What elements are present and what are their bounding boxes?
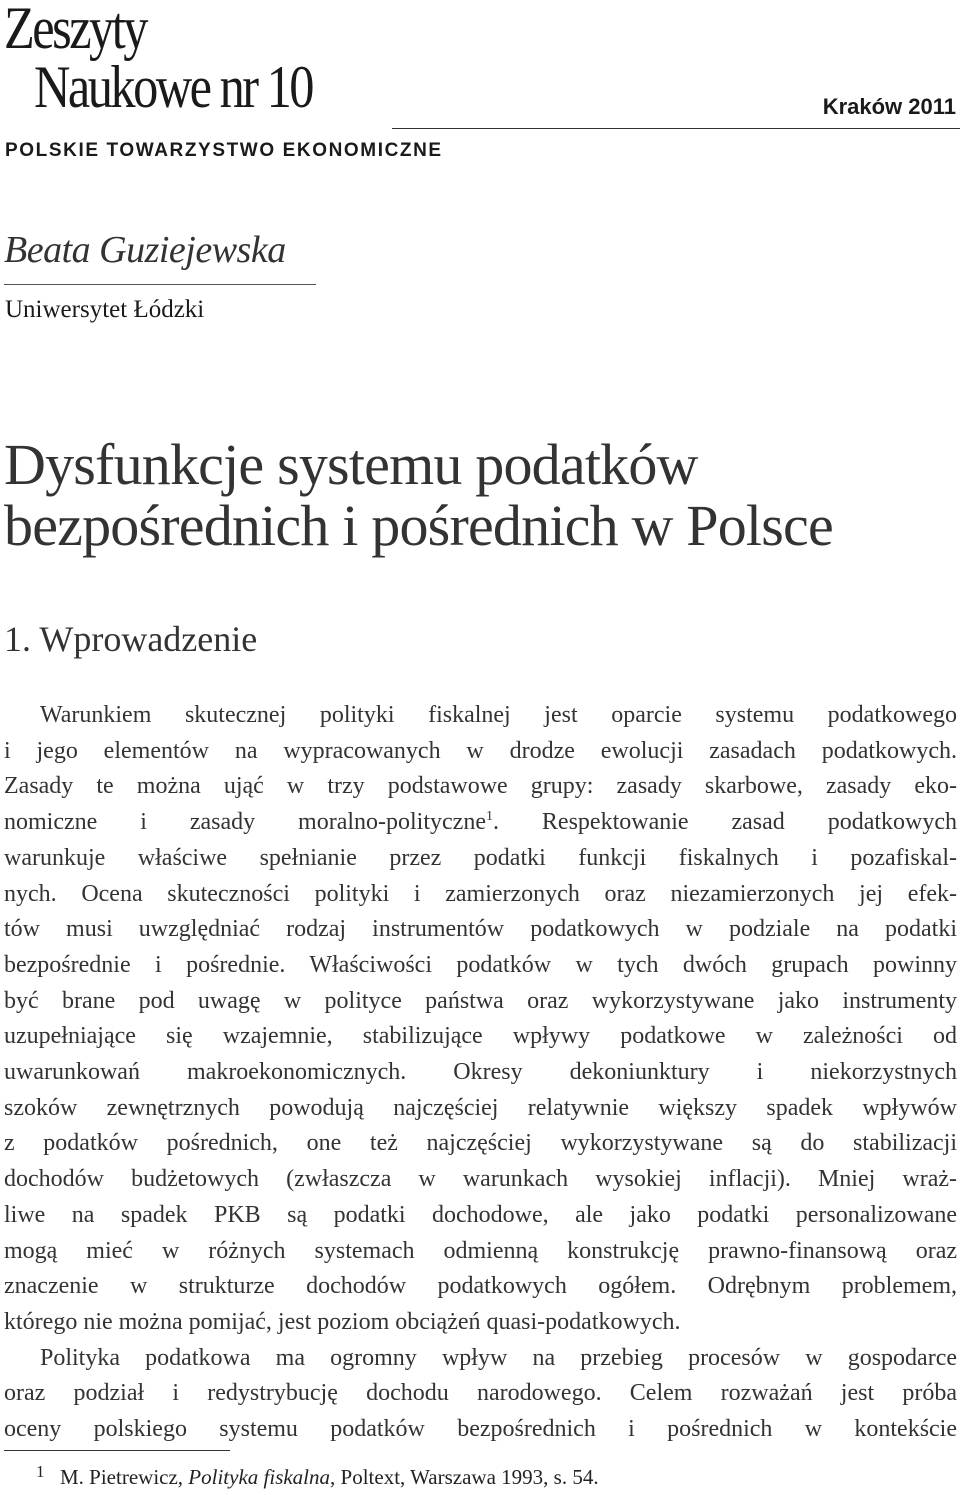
body-line-part: . Respektowanie zasad podatkowych <box>492 809 957 836</box>
body-line: nych. Ocena skuteczności polityki i zamierzonych oraz niezamierzonych jej efek- <box>4 880 957 907</box>
article-title-line1: Dysfunkcje systemu podatków <box>4 432 698 497</box>
author-rule <box>4 284 316 285</box>
body-line: tów musi uwzględniać rodzaj instrumentów podatkowych w podziale na podatki <box>4 916 957 943</box>
journal-title-line2: Naukowe nr 10 <box>34 54 312 120</box>
footnote-ref: 1 <box>485 809 493 825</box>
publisher: POLSKIE TOWARZYSTWO EKONOMICZNE <box>5 140 443 161</box>
body-line: warunkuje właściwe spełnianie przez podatki funkcji fiskalnych i pozafiskal- <box>4 844 957 871</box>
body-line: znaczenie w strukturze dochodów podatkowych ogółem. Odrębnym problemem, <box>4 1273 957 1300</box>
body-line: Warunkiem skutecznej polityki fiskalnej jest oparcie systemu podatkowego <box>40 702 957 728</box>
city-year: Kraków 2011 <box>822 94 956 119</box>
footnote-number: 1 <box>36 1462 45 1481</box>
footnote-text <box>60 1465 599 1489</box>
body-line: być brane pod uwagę w polityce państwa oraz wykorzystywane jako instrumenty <box>4 987 957 1014</box>
section-heading: 1. Wprowadzenie <box>4 619 258 659</box>
header-rule <box>392 128 960 129</box>
author-name: Beata Guziejewska <box>4 229 286 271</box>
body-line: liwe na spadek PKB są podatki dochodowe, ale jako podatki personalizowane <box>4 1201 957 1228</box>
body-line <box>4 805 957 841</box>
body-line: dochodów budżetowych (zwłaszcza w warunkach wysokiej inflacji). Mniej wraż- <box>4 1166 957 1193</box>
body-line: Zasady te można ująć w trzy podstawowe grupy: zasady skarbowe, zasady eko- <box>4 773 957 800</box>
body-line-part: nomiczne i zasady moralno-polityczne <box>4 809 486 836</box>
body-line: uzupełniające się wzajemnie, stabilizujące wpływy podatkowe w zależności od <box>4 1023 957 1050</box>
footnote-book-title: Polityka fiskalna <box>188 1465 331 1489</box>
body-line: oraz podział i redystrybucję dochodu narodowego. Celem rozważań jest próba <box>4 1380 957 1407</box>
body-line: Polityka podatkowa ma ogromny wpływ na przebieg procesów w gospodarce <box>40 1344 957 1371</box>
body-line: oceny polskiego systemu podatków bezpośrednich i pośrednich w kontekście <box>4 1416 957 1443</box>
footnote <box>36 1462 599 1490</box>
journal-title-line1: Zeszyty <box>4 0 146 61</box>
body-line: szoków zewnętrznych powodują najczęściej relatywnie większy spadek wpływów <box>4 1094 957 1121</box>
footnote-rule <box>4 1450 230 1451</box>
article-title <box>4 434 960 556</box>
body-line: z podatków pośrednich, one też najczęściej wykorzystywane są do stabilizacji <box>4 1130 957 1157</box>
footnote-author: M. Pietrewicz, <box>60 1465 189 1489</box>
body-line: mogą mieć w różnych systemach odmienną konstrukcję prawno-finansową oraz <box>4 1237 957 1264</box>
body-line: uwarunkowań makroekonomicznych. Okresy dekoniunktury i niekorzystnych <box>4 1059 957 1086</box>
body-line: i jego elementów na wypracowanych w drodze ewolucji zasadach podatkowych. <box>4 737 957 764</box>
footnote-rest: , Poltext, Warszawa 1993, s. 54. <box>330 1465 599 1489</box>
body-line: którego nie można pomijać, jest poziom obciążeń quasi-podatkowych. <box>4 1308 681 1335</box>
article-title-line2: bezpośrednich i pośrednich w Polsce <box>4 493 833 558</box>
body-text <box>4 698 957 1448</box>
author-affiliation: Uniwersytet Łódzki <box>5 296 205 323</box>
body-line: bezpośrednie i pośrednie. Właściwości podatków w tych dwóch grupach powinny <box>4 951 957 978</box>
